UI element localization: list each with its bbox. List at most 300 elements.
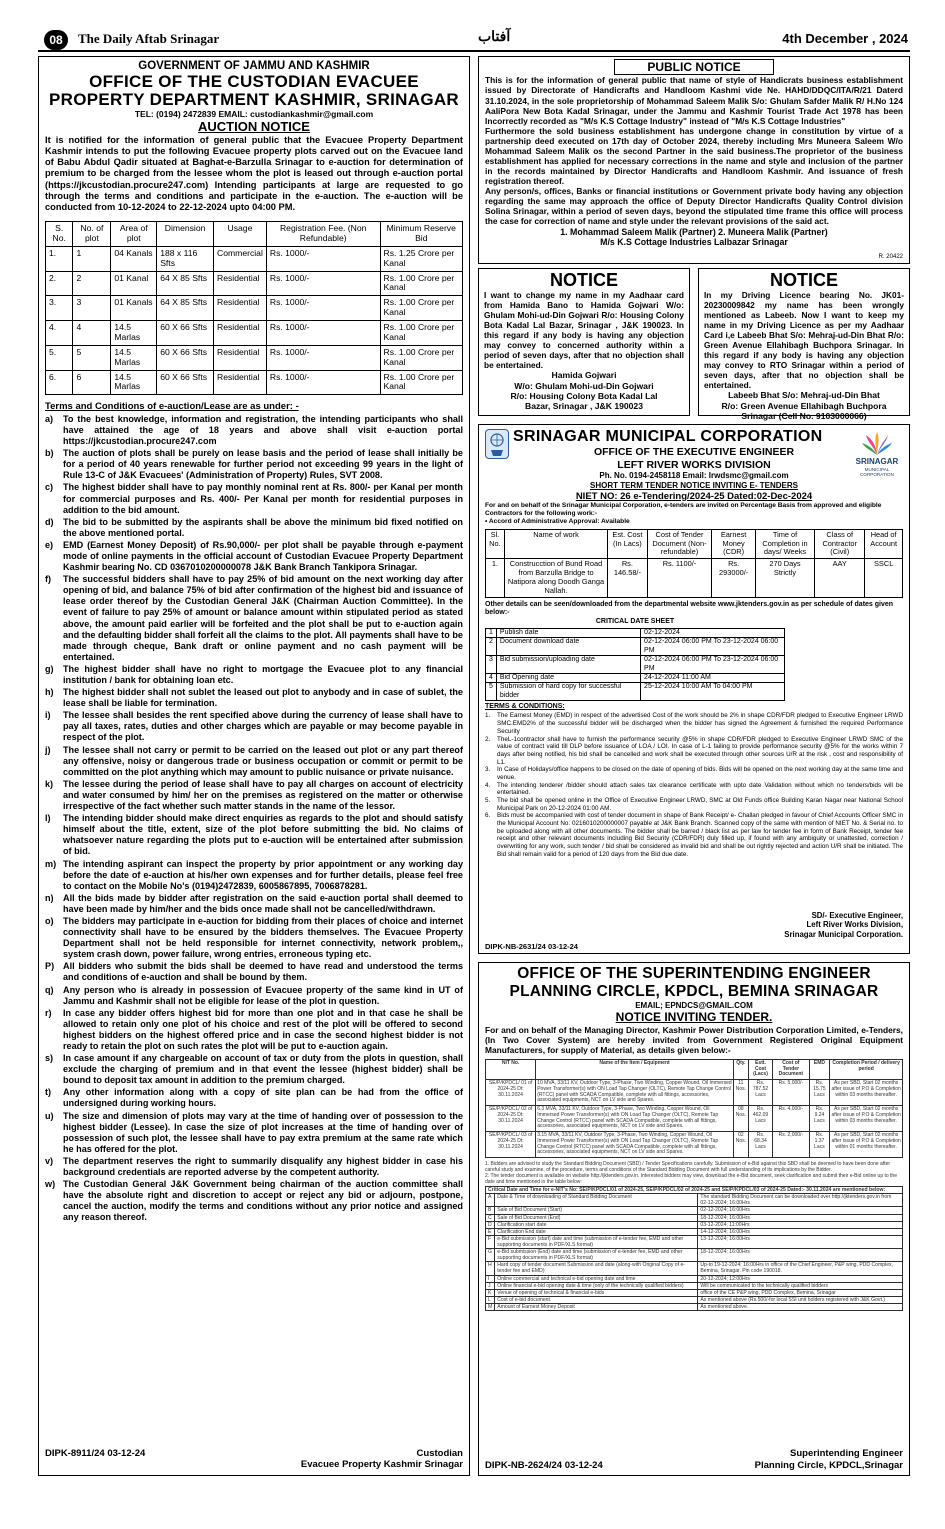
term-letter: n) bbox=[45, 892, 54, 903]
term-text: TheL-1contractor shall have to furnish the performance security @5% in shape CDR/FDR pledged to Executive Engineer LRWD SMC of the value of contract valid till DLP before issuance of LOA / LOI. In case of L-1 failing to provide performance security @5% for the works within 7 days after being notified, his bid shall be cancelled and work shall be executed through other sources U/R at the risk , cost and responsibility of L1. bbox=[497, 735, 903, 766]
table-cell: As mentioned above. bbox=[698, 1303, 903, 1310]
term-letter: b) bbox=[45, 448, 54, 459]
column-header: Name of the Item / Equipment bbox=[536, 1059, 734, 1079]
term-text: In case any bidder offers highest bid for more than one plot and in that case he shall be allowed to retain only one plot of his choice and rest of the plot will be offered to second highest bidders on the highest offered price and in case the second highest bidder is not ready to retain the plot on such rates the plot will be put to e-auction again. bbox=[63, 1007, 463, 1051]
column-header: NIT No. bbox=[486, 1059, 536, 1079]
auction-intro: It is notified for the information of general public that the Evacuee Property Department Kashmir intends to put the following Evacuee property plots carved out on the Evacuee land of Babu Abdul Qadir situated at Baghat-e-Barzulla Srinagar to e-auction for determination of premium to be charged from the lessee whom the plot is leased out through e-auction portal (https://jkcustodian.procure247.com) Intending participants at large are requested to go through the terms and conditions and participate in the e-auction. The e-auction will be conducted from 10-12-2024 to 22-12-2024 upto 04:00 PM. bbox=[45, 134, 463, 212]
table-cell: 01 Kanals bbox=[111, 296, 157, 321]
table-cell: 1 bbox=[486, 628, 497, 637]
table-cell: Publish date bbox=[496, 628, 640, 637]
table-cell: SE/P/KPDCL/ 03 of 2024-25 Dt: 30.11.2024 bbox=[486, 1132, 536, 1158]
table-cell: 3 bbox=[73, 296, 111, 321]
table-row bbox=[46, 370, 463, 395]
table-row bbox=[486, 1303, 903, 1310]
table-cell: Rs. 293000/- bbox=[712, 559, 756, 598]
table-cell: e-Bid submission (start) date and time (submission of e-tender fee, EMD and other supporting documents in PDF/XLS format) bbox=[495, 1235, 698, 1248]
table-cell: 18-12-2024; 16:00Hrs bbox=[698, 1214, 903, 1221]
table-row bbox=[486, 1221, 903, 1228]
term-item bbox=[485, 736, 903, 767]
term-text: The intending tenderer /bidder should attach sales tax clearance certificate with upto date Validation without which no tenders/bids will be entertained. bbox=[497, 781, 903, 797]
term-text: The auction of plots shall be purely on lease basis and the period of lease shall initially be for a period of 40 years renewable for further period not exceeding 99 years in the light of Rule 13-C of J&K Evacuees' (Administration of Property) Rules, SVT 2008. bbox=[63, 448, 463, 481]
smc-office: OFFICE OF THE EXECUTIVE ENGINEER bbox=[593, 446, 795, 459]
term-text: The bidders may participate in e-auction for bidding from their places of choice and internet connectivity shall have to be ensured by the bidders themselves. The Evacuee Property Department shall not be held responsible for internet connectivity, network problem,, system crash down, power failure, wrong entries, erroneous typing etc. bbox=[63, 915, 463, 960]
smc-contact: Ph. No. 0194-2458118 Email: lrwdsmc@gmail.com bbox=[599, 471, 789, 481]
term-text: EMD (Earnest Money Deposit) of Rs.90,000/- per plot shall be payable through e-payment mode of online payments in the official account of Custodian Evacuee Property Department Kashmir bearing No. CD 0367010200000078 J&K Bank Branch Tankipora Srinagar. bbox=[63, 539, 463, 573]
table-cell: C bbox=[486, 1214, 495, 1221]
table-cell: Amount of Earnest Money Deposit bbox=[495, 1303, 698, 1310]
smc-terms-list bbox=[485, 712, 903, 858]
term-letter: j) bbox=[45, 744, 51, 755]
term-number: 4. bbox=[485, 781, 491, 789]
column-header: Registration Fee. (Non Refundable) bbox=[266, 222, 380, 247]
table-cell: Rs. 462.09 Lacs bbox=[748, 1106, 772, 1132]
table-cell: SSCL bbox=[865, 559, 903, 598]
table-cell: Rs. 9.24 Lacs bbox=[809, 1106, 830, 1132]
term-item bbox=[45, 1111, 463, 1155]
table-row bbox=[486, 1275, 903, 1282]
term-item bbox=[45, 1156, 463, 1178]
table-row bbox=[46, 271, 463, 296]
column-header: Dimension bbox=[157, 222, 214, 247]
critical-date-table bbox=[485, 1186, 903, 1311]
dipk-ref: DIPK-8911/24 03-12-24 bbox=[45, 1447, 146, 1459]
term-letter: u) bbox=[45, 1110, 54, 1121]
column-header: EMD bbox=[809, 1059, 830, 1079]
terms-title: Terms and Conditions of e-auction/Lease are as under: - bbox=[45, 401, 299, 413]
kpdcl-office-line2: PLANNING CIRCLE, KPDCL, BEMINA SRINAGAR bbox=[509, 982, 879, 1000]
notice-signer-line2: W/o: Ghulam Mohi-ud-Din Gojwari bbox=[514, 380, 654, 391]
table-cell: Rs. 1000/- bbox=[266, 370, 380, 395]
table-row bbox=[486, 656, 785, 674]
table-cell: 25-12-2024 10:00 AM To 04:00 PM bbox=[641, 683, 785, 701]
brand-subtext: MUNICIPAL CORPORATION bbox=[860, 466, 894, 478]
term-text: The successful bidders shall have to pay 25% of bid amount on the next working day after opening of bid, and balance 75% of bid after confirmation of the highest bid and issuance of lease order thereof by the Custodian General J&K (Chairman Auction Committee). In the event of failure to pay 25% of amount or balance amount within stipulated period as stated above, the amount paid earlier will be forfeited and the plot shall be put to e-auction again and the defaulting bidder shall forfeit all the claims to the plot. All payments shall have to be made through cheque, Bank draft or online payment and no cash payment will be entertained. bbox=[63, 574, 463, 662]
sign-custodian: Custodian bbox=[416, 1447, 463, 1459]
dipk-ref: DIPK-NB-2624/24 03-12-24 bbox=[485, 1459, 603, 1471]
table-cell: Rs. 1100/- bbox=[647, 559, 712, 598]
table-cell: 02-12-2024; 16:00Hrs bbox=[698, 1207, 903, 1214]
table-cell: G bbox=[486, 1249, 495, 1262]
office-title-line2: PROPERTY DEPARTMENT KASHMIR, SRINAGAR bbox=[49, 89, 459, 109]
table-cell: Rs. 1000/- bbox=[266, 296, 380, 321]
sign-line1: Superintending Engineer bbox=[790, 1448, 903, 1460]
notice-signer-name: Hamida Gojwari bbox=[551, 370, 617, 381]
jk-emblem-icon bbox=[485, 429, 509, 459]
table-cell: Residential bbox=[214, 271, 267, 296]
table-cell: 6. bbox=[46, 370, 73, 395]
term-item bbox=[45, 664, 463, 686]
table-cell: Rs. 1.00 Crore per Kanal bbox=[380, 296, 462, 321]
table-cell: Rs. 1.25 Crore per Kanal bbox=[380, 246, 462, 271]
table-cell: 02-12-2024 bbox=[641, 628, 785, 637]
column-header: Time of Completion in days/ Weeks bbox=[755, 529, 814, 559]
public-notice bbox=[478, 56, 910, 264]
custodian-footer bbox=[45, 1448, 463, 1471]
sign-office: Evacuee Property Kashmir Srinagar bbox=[300, 1459, 463, 1471]
table-cell: SE/P/KPDCL/ 01 of 2024-25 Dt: 30.11.2024 bbox=[486, 1080, 536, 1106]
table-cell: 2. bbox=[46, 271, 73, 296]
table-cell: Rs. 1000/- bbox=[266, 345, 380, 370]
notice-signer-line4: Bazar, Srinagar , J&K 190023 bbox=[525, 401, 643, 412]
term-text: The department reserves the right to summarily disqualify any highest bidder in case his background credentials are reported adverse by the competent authority. bbox=[63, 1155, 463, 1178]
term-item bbox=[45, 687, 463, 709]
table-cell: Sale of Bid Document (End) bbox=[495, 1214, 698, 1221]
term-text: The highest bidder shall have no right to mortgage the Evacuee plot to any financial institution / bank for obtaining loan etc. bbox=[63, 663, 463, 685]
term-item bbox=[45, 985, 463, 1007]
gov-heading: GOVERNMENT OF JAMMU AND KASHMIR bbox=[138, 60, 370, 72]
term-item bbox=[45, 813, 463, 857]
table-cell: 60 X 66 Sfts bbox=[157, 345, 214, 370]
table-row bbox=[46, 321, 463, 346]
smc-terms-title: TERMS & CONDITIONS: bbox=[485, 703, 565, 711]
smc-name: SRINAGAR MUNICIPAL CORPORATION bbox=[513, 428, 823, 445]
smc-brand-logo bbox=[851, 431, 903, 478]
term-item bbox=[45, 1179, 463, 1223]
column-header: No. of plot bbox=[73, 222, 111, 247]
term-item bbox=[45, 517, 463, 539]
term-text: In case amount if any chargeable on account of tax or duty from the plots in question, shall exclude the charging of premium and in that event the lessee (highest bidder) shall be bound to deposit tax amount in addition to the premium charged. bbox=[63, 1053, 463, 1086]
table-cell: Sale of Bid Document (Start) bbox=[495, 1207, 698, 1214]
kpdcl-tender-notice bbox=[478, 962, 910, 1476]
table-cell: 60 X 66 Sfts bbox=[157, 370, 214, 395]
table-cell: D bbox=[486, 1221, 495, 1228]
table-row bbox=[486, 1228, 903, 1235]
table-cell: Up-to 19-12-2024; 16:00Hrs in office of the Chief Engineer, P&P wing, PDD Complex, Bemina, Srinagar. Pin code 190018. bbox=[698, 1262, 903, 1275]
public-notice-title: PUBLIC NOTICE bbox=[614, 59, 774, 75]
sign-line3: Srinagar Municipal Corporation. bbox=[784, 929, 903, 939]
table-cell: Rs. 1000/- bbox=[266, 246, 380, 271]
kpdcl-nit-title: NOTICE INVITING TENDER. bbox=[615, 1010, 773, 1025]
dipk-ref: DIPK-NB-2631/24 03-12-24 bbox=[485, 942, 578, 951]
table-cell: 64 X 85 Sfts bbox=[157, 296, 214, 321]
column-header: Sl. No. bbox=[486, 529, 505, 559]
table-row bbox=[486, 559, 903, 598]
term-item bbox=[45, 448, 463, 481]
column-header: Earnest Money (CDR) bbox=[712, 529, 756, 559]
table-cell: 6 bbox=[73, 370, 111, 395]
table-cell: 18-12-2024; 16:00Hrs bbox=[698, 1249, 903, 1262]
kpdcl-signature bbox=[755, 1448, 903, 1471]
contact-line: TEL: (0194) 2472839 EMAIL: custodiankashmir@gmail.com bbox=[134, 108, 374, 119]
term-item bbox=[45, 779, 463, 812]
term-letter: o) bbox=[45, 915, 54, 926]
kpdcl-intro: For and on behalf of the Managing Director, Kashmir Power Distribution Corporation Limited, e-Tenders, (In Two Cover System) are hereby invited from Government Registered Original Equipment Manufacturers, for supply of Material, as details given below:- bbox=[485, 1024, 903, 1055]
page-number: 08 bbox=[44, 30, 68, 50]
table-row bbox=[486, 1262, 903, 1275]
term-letter: e) bbox=[45, 539, 54, 550]
table-cell: Rs. 1.00 Crore per Kanal bbox=[380, 321, 462, 346]
table-cell: Rs. 4,000/- bbox=[773, 1106, 809, 1132]
firm-line: M/s K.S Cottage Industries Lalbazar Srinagar bbox=[600, 237, 788, 248]
table-cell: M bbox=[486, 1303, 495, 1310]
table-cell: 14.5 Marlas bbox=[111, 370, 157, 395]
term-number: 1. bbox=[485, 712, 491, 720]
smc-tender-notice bbox=[478, 424, 910, 954]
term-text: The lessee shall besides the rent specified above during the currency of lease shall have to pay all taxes, rates, duties and other charges which are payable or may become payable in respect of the plot. bbox=[63, 710, 463, 743]
table-cell: H bbox=[486, 1262, 495, 1275]
kpdcl-notes bbox=[485, 1161, 903, 1185]
table-cell: Rs. 15.75 Lacs bbox=[809, 1080, 830, 1106]
table-cell: E bbox=[486, 1228, 495, 1235]
table-cell: Date & Time of downloading of Standard Bidding Document bbox=[495, 1194, 698, 1207]
newspaper-header bbox=[38, 28, 910, 52]
newspaper-logo: آفتاب bbox=[478, 28, 511, 44]
table-cell: 4 bbox=[486, 673, 497, 682]
term-letter: f) bbox=[45, 574, 52, 585]
notice-title: NOTICE bbox=[769, 270, 838, 290]
table-cell: AAY bbox=[815, 559, 865, 598]
table-cell: 08 Nos. bbox=[733, 1106, 748, 1132]
table-cell: 6.3 MVA, 33/11 KV, Outdoor Type, 3-Phase, Two Winding, Copper Wound, Oil Immersed Power Transformer(s) with ON Load Tap Changer (OLTC), Remote Tap Change Control (RTCC) panel with SCADA Compatible, complete with all fittings, accessories, associated equipments, NCT on LV side and Spares. bbox=[536, 1106, 734, 1132]
smc-niet: NIET NO: 26 e-Tendering/2024-25 Dated:02-Dec-2024 bbox=[575, 490, 813, 502]
issue-date: 4th December , 2024 bbox=[782, 31, 908, 46]
term-letter: i) bbox=[45, 710, 51, 721]
notice-name-change-aadhaar bbox=[478, 268, 690, 416]
table-cell: Will be communicated to the technically qualified bidders bbox=[698, 1282, 903, 1289]
term-number: 2. bbox=[485, 735, 491, 743]
term-text: The lessee during the period of lease shall have to pay all charges on account of electricity and water consumed by him/ her on the premises as registered on the matter or otherwise irrespective of the fact whether such matter stands in the name of the lessor. bbox=[63, 778, 463, 812]
table-cell: Rs. 1.37 Lacs bbox=[809, 1132, 830, 1158]
term-letter: l) bbox=[45, 813, 51, 824]
notice-signer-line1: Labeeb Bhat S/o: Mehraj-ud-Din Bhat bbox=[728, 390, 880, 401]
term-letter: g) bbox=[45, 663, 54, 674]
term-text: All the bids made by bidder after registration on the said e-auction portal shall deemed to have been made by him/her and the bids once made shall not be cancelled/withdrawn. bbox=[63, 892, 463, 914]
newspaper-name: The Daily Aftab Srinagar bbox=[78, 31, 220, 46]
partners-line: 1. Mohammad Saleem Malik (Partner) 2. Muneera Malik (Partner) bbox=[560, 226, 828, 237]
table-cell: I bbox=[486, 1275, 495, 1282]
smc-intro: For and on behalf of the Srinagar Municipal Corporation, e-tenders are invited on Percentage Basis from approved and eligible Contractors for the following work:- bbox=[485, 501, 882, 517]
column-header: Class of Contractor (Civil) bbox=[815, 529, 865, 559]
table-cell: 10 MVA, 33/11 KV, Outdoor Type, 3-Phase, Two Winding, Copper Wound, Oil Immersed Power Transformer(s) with ON Load Tap Changer (OLTC), Remote Tap Change Control (RTCC) panel with SCADA Compatible, complete with all fittings, accessories, associated equipments, NCT on LV side and Spares. bbox=[536, 1080, 734, 1106]
term-item bbox=[485, 766, 903, 781]
term-letter: q) bbox=[45, 984, 54, 995]
column-header: Estt. Cost (Lacs) bbox=[748, 1059, 772, 1079]
sign-line2: Planning Circle, KPDCL,Srinagar bbox=[754, 1459, 903, 1471]
table-cell: 3.15 MVA, 33/11 KV, Outdoor Type, 3-Phase, Two Winding, Copper Wound, Oil Immersed Power Transformer(s) with ON Load Tap Changer (OLTC), Remote Tap Change Control (RTCC) panel with SCADA Compatible, complete with all fittings, accessories, associated equipments, NCT on LV side and Spares. bbox=[536, 1132, 734, 1158]
notice-name-change-licence bbox=[698, 268, 910, 421]
kpdcl-email: EMAIL; EPNDCS@GMAIL.COM bbox=[635, 1000, 753, 1010]
scanned-tender-table bbox=[485, 1059, 903, 1311]
table-cell: 14-12-2024; 16:00Hrs bbox=[698, 1228, 903, 1235]
table-row bbox=[486, 673, 785, 682]
term-item bbox=[485, 797, 903, 812]
table-cell: 5 bbox=[73, 345, 111, 370]
table-cell: 64 X 85 Sfts bbox=[157, 271, 214, 296]
critical-date-title: CRITICAL DATE SHEET bbox=[595, 617, 675, 625]
table-row bbox=[486, 1207, 903, 1214]
table-row bbox=[486, 1235, 903, 1248]
table-cell: 4 bbox=[73, 321, 111, 346]
table-cell: 11 Nos. bbox=[733, 1080, 748, 1106]
term-text: Any person who is already in possession of Evacuee property of the same kind in UT of Jammu and Kashmir shall not be eligible for lease of the plot in question. bbox=[63, 984, 463, 1006]
term-letter: w) bbox=[45, 1179, 56, 1190]
ref-number: R. 20422 bbox=[878, 253, 903, 260]
table-cell: Residential bbox=[214, 370, 267, 395]
kpdcl-office-line1: OFFICE OF THE SUPERINTENDING ENGINEER bbox=[517, 965, 871, 982]
table-cell: 14.5 Marlas bbox=[111, 321, 157, 346]
table-cell: 2 bbox=[486, 638, 497, 656]
term-text: The intending aspirant can inspect the property by prior appointment or any working day before the date of e-auction at his/her own expenses and for further details, please feel free to contact on the Mobile No's (0194)2472839, 6005867895, 7006878281. bbox=[63, 858, 463, 891]
notice-signer-line2: R/o: Green Avenue Ellahibagh Buchpora bbox=[721, 400, 887, 411]
table-cell: As per SBD, Start 02 months after issue of P.O & Completion within 03 months thereafter. bbox=[830, 1106, 903, 1132]
note-2: 2. The tender document is available on website http://jktenders.gov.in. Interested bidders may view, download the e-Bid document, seek clarification and submit their e-Bid online up to the date and time mentioned in the table below: bbox=[485, 1173, 897, 1186]
table-row bbox=[486, 1249, 903, 1262]
table-cell: Rs. 5,000/- bbox=[773, 1080, 809, 1106]
table-cell: Rs. 1.00 Crore per Kanal bbox=[380, 370, 462, 395]
signature-block bbox=[301, 1448, 463, 1471]
term-letter: d) bbox=[45, 516, 54, 527]
table-cell: Rs. 787.52 Lacs bbox=[748, 1080, 772, 1106]
table-cell: A bbox=[486, 1194, 495, 1207]
term-letter: h) bbox=[45, 687, 54, 698]
term-number: 6. bbox=[485, 812, 491, 820]
table-cell: 1 bbox=[73, 246, 111, 271]
critical-date-title: Critical Date and Time for e-NIT's No: SE/P/KPDCL/01 of 2024-25, SE/P/KPDCL/02 of 2024-25 and SE/P/KPDCL/03 of 2024-25 Dated:- 30.11.2024 are mentioned below: bbox=[486, 1187, 903, 1194]
term-letter: v) bbox=[45, 1155, 54, 1166]
table-cell: Rs. 146.58/- bbox=[608, 559, 647, 598]
public-notice-p3: Any person/s, offices, Banks or financial institutions or Government private body having any objection regarding the same may approach the office of Deputy Director Handicrafts Quality Control division Solina Srinagar, within a period of seven days, beyond the stipulated time frame this office will process the case for correction of name and style under the relevant provisions of the said act. bbox=[485, 186, 903, 227]
term-item bbox=[45, 916, 463, 960]
public-notice-p1: This is for the information of general public that name of style of Handicrats business establishment issued by Directorate of Handicrafts and Handloom Kashmi vide Ne. HAHD/DDQC/ITA/R/21 Daterd 31.10.2024, in the sole proprietorship of Mohammad Saleem Malik S/o: Ghulam Safder Malik R/ H.No 124 AaliPora New Bota Kadal Srinagar, under the Jammu and Kashmir Tourist Trade Act 1978 has been Incorrectly recorded as "M/s K.S Cottage Industry" instead of "M/s K.S Cottage Industries" bbox=[485, 75, 903, 126]
works-table bbox=[485, 529, 903, 598]
table-cell: Rs. 1000/- bbox=[266, 271, 380, 296]
sign-line2: Left River Works Division, bbox=[806, 920, 903, 930]
table-cell: Rs. 1000/- bbox=[266, 321, 380, 346]
table-cell: 5 bbox=[486, 683, 497, 701]
term-item bbox=[45, 745, 463, 778]
items-table bbox=[485, 1059, 903, 1158]
term-item bbox=[45, 1087, 463, 1109]
table-cell: 4. bbox=[46, 321, 73, 346]
table-cell: 1. bbox=[486, 559, 505, 598]
table-cell: Venue of opening of technical & financial e-bids bbox=[495, 1289, 698, 1296]
table-cell: As per SBD, Start 02 months after issue of P.O & Completion within 03 months thereafter. bbox=[830, 1080, 903, 1106]
table-cell: Online commercial and technical e-bid opening date and time bbox=[495, 1275, 698, 1282]
term-text: The highest bidder shall have to pay monthly nominal rent at Rs. 800/- per Kanal per month for commercial purposes and Rs. 400/- Per Kanal per month for residential purposes in addition to the bid amount. bbox=[63, 482, 463, 515]
table-row bbox=[486, 1282, 903, 1289]
table-cell: F bbox=[486, 1235, 495, 1248]
critical-date-table bbox=[485, 628, 785, 701]
auction-notice-title: AUCTION NOTICE bbox=[198, 119, 310, 135]
term-text: The Earnest Money (EMD) in respect of the advertised Cost of the work should be 2% in shape CDR/FDR pledged to Executive Engineer LRWD SMC.EMD2% of the successful bidder will be discharged when the bidder has signed the Agreement & furnished the required Performance Security bbox=[497, 712, 903, 735]
term-text: The highest bidder shall not sublet the leased out plot to anybody and in case of sublet, the lease shall be liable for termination. bbox=[63, 687, 463, 709]
notice-signer-line3: Srinagar (Cell No. 9103000066) bbox=[741, 410, 867, 421]
term-letter: r) bbox=[45, 1007, 52, 1018]
term-item bbox=[45, 574, 463, 663]
notice-signer-line3: R/o: Housing Colony Bota Kadal Lal bbox=[510, 390, 658, 401]
term-item bbox=[45, 961, 463, 983]
terms-list bbox=[45, 414, 463, 1224]
term-item bbox=[45, 859, 463, 892]
table-row bbox=[46, 345, 463, 370]
table-cell: Residential bbox=[214, 321, 267, 346]
term-letter: k) bbox=[45, 778, 54, 789]
term-text: The lessee shall not carry or permit to be carried on the leased out plot or any part thereof any offensive, noisy or dangerous trade or business occupation or commit or permit to be committed on the plot anything which may amount to public nuisance or private nuisance. bbox=[63, 744, 463, 777]
term-item bbox=[485, 812, 903, 858]
term-text: All bidders who submit the bids shall be deemed to have read and understood the terms and conditions of e-auction and shall be bound by them. bbox=[63, 961, 463, 983]
column-header: Usage bbox=[214, 222, 267, 247]
table-cell: 2 bbox=[73, 271, 111, 296]
table-cell: 1. bbox=[46, 246, 73, 271]
table-row bbox=[486, 628, 785, 637]
term-item bbox=[45, 1008, 463, 1052]
table-cell: Rs. 1.00 Crore per Kanal bbox=[380, 345, 462, 370]
custodian-auction-notice bbox=[38, 56, 470, 1476]
note-1: 1. Bidders are advised to study the Standard Bidding Document (SBD) / Tender Specifications carefully. Submission of e-Bid against this SBD shall be deemed to have been done after careful study and examine, of the procedure, terms and conditions of the Standard Bidding Document with full understanding of its implications by the Bidder. bbox=[485, 1161, 891, 1174]
table-cell: Bid submission/uploading date bbox=[496, 656, 640, 674]
office-title-line1: OFFICE OF THE CUSTODIAN EVACUEE bbox=[89, 72, 419, 92]
term-letter: P) bbox=[45, 961, 55, 972]
term-item bbox=[45, 482, 463, 515]
table-cell: Residential bbox=[214, 296, 267, 321]
term-letter: t) bbox=[45, 1087, 52, 1098]
table-cell: 02-12-2024 06:00 PM To 23-12-2024 06:00 PM bbox=[641, 656, 785, 674]
smc-accord: • Accord of Administrative Approval: Available bbox=[485, 517, 630, 525]
column-header: S. No. bbox=[46, 222, 73, 247]
term-text: The Custodian General J&K Government being chairman of the auction committee shall have the absolute right and discretion to accept or reject any bid or adjourn, postpone, cancel the auction, modify the terms and conditions without any prior notice and assigned any reason thereof. bbox=[63, 1179, 463, 1223]
table-cell: 24-12-2024 11:00 AM bbox=[641, 673, 785, 682]
table-cell: 02 Nos. bbox=[733, 1132, 748, 1158]
column-header: Completion Period / delivery period bbox=[830, 1059, 903, 1079]
term-text: Bids must be accompanied with cost of tender document in shape of Bank Receipt/ e- Challan pledged in favour of Chief Accounts Officer SMC in the Municipal Account No: 0216010200000007 payable at J&K Bank Branch. Scanned copy of the same with mention of NIET No. & Serial no. to be uploaded along with all other documents. The bidder shall be barred / black list as per law for tender fee in form of Bank Receipt, tender fee receipt and other relevant documents including Bid Security (CDR/FDR) duly filled up, if found with any ambiguity or unattested, correction / overwriting for any work, such tender / bid shall be considered as invalid bid and shall be out rightly rejected and action U/R shall be initiated. The Bid shall remain valid for a period of 120 days from the Bid due date. bbox=[497, 812, 903, 858]
table-cell: Construcction of Bund Road from Barzulla Bridge to Natipora along Doodh Ganga Nallah. bbox=[504, 559, 607, 598]
term-text: To the best knowledge, information and registration, the intending participants who shall have attained the age of 18 years and above shall visit e-auction portal https://jkcustodian.procure247.com bbox=[63, 413, 463, 447]
notice-body: In my Driving Licence bearing No. JK01-20230009842 my name has been wrongly mentioned as Labeeb. Now I want to keep my name in my Driving Licence as per my Aadhaar Card i,e Labeeb Bhat S/o: Mehraj-ud-Din Bhat R/o: Green Avenue Ellahibagh Buchpora Srinagar. In this regard if any body is having any objection may convey to RTO Srinagar within a period of seven days, after that no objection shall be entertained. bbox=[704, 289, 904, 391]
table-row bbox=[486, 683, 785, 701]
term-item bbox=[45, 540, 463, 573]
term-letter: c) bbox=[45, 482, 54, 493]
table-cell: Clarification start date bbox=[495, 1221, 698, 1228]
table-row bbox=[486, 1214, 903, 1221]
table-row bbox=[486, 1296, 903, 1303]
term-text: The bid to be submitted by the aspirants shall be above the minimum bid fixed notified on the above mentioned portal. bbox=[63, 516, 463, 538]
term-text: In Case of Holidays/office happens to be closed on the date of opening of bids. Bids will be opened on the next working day at the same time and venue. bbox=[497, 766, 903, 781]
term-text: The intending bidder should make direct enquiries as regards to the plot and should satisfy himself about the title, extent, size of the plot before submitting the bid. No claims of whatsoever nature regarding the plots put to e-auction will be entertained after submission of bid. bbox=[63, 813, 463, 857]
table-cell: As mentioned above (Rs.500/-for local SSI unit holders registered with J&K Govt.) bbox=[698, 1296, 903, 1303]
table-row bbox=[486, 1080, 903, 1106]
table-cell: Document download date bbox=[496, 638, 640, 656]
column-header: Qty. bbox=[733, 1059, 748, 1079]
column-header: Area of plot bbox=[111, 222, 157, 247]
column-header: Cost of Tender Document bbox=[773, 1059, 809, 1079]
smc-short-tender: SHORT TERM TENDER NOTICE INVITING E- TENDERS bbox=[589, 480, 798, 490]
table-cell: Rs. 2,000/- bbox=[773, 1132, 809, 1158]
term-item bbox=[45, 414, 463, 447]
sign-line1: SD/- Executive Engineer, bbox=[811, 910, 903, 920]
table-cell: K bbox=[486, 1289, 495, 1296]
term-text: The size and dimension of plots may vary at the time of handing over of possession to the highest bidder (Lessee). In case the size of plot increases at the time of handing over of possession of such plot, the lessee shall have to pay extra premium at the same rate which he has offered for the plot. bbox=[63, 1110, 463, 1154]
table-row bbox=[46, 296, 463, 321]
term-item bbox=[45, 710, 463, 743]
table-cell: J bbox=[486, 1282, 495, 1289]
smc-other-details: Other details can be seen/downloaded from the departmental website www.jktenders.gov.in as per schedule of dates given below:- bbox=[485, 600, 894, 617]
smc-division: LEFT RIVER WORKS DIVISION bbox=[617, 458, 771, 471]
term-item bbox=[485, 782, 903, 797]
term-text: The bid shall be opened online in the Office of Executive Engineer LRWD, SMC at Old Funds office Building Karan Nagar near National School Municipal Park on 20-12-2024 01:00 AM. bbox=[497, 796, 903, 812]
table-cell: Cost of e-bid document. bbox=[495, 1296, 698, 1303]
table-cell: Hard copy of tender document Submission and date (along-with Original Copy of e-tender fee and EMD) bbox=[495, 1262, 698, 1275]
table-row bbox=[46, 246, 463, 271]
column-header: Name of work bbox=[504, 529, 607, 559]
table-cell: 3 bbox=[486, 656, 497, 674]
table-cell: L bbox=[486, 1296, 495, 1303]
table-cell: e-Bid submission (End) date and time (submission of e-tender fee, EMD and other supporting documents in PDF/XLS format) bbox=[495, 1249, 698, 1262]
table-cell: 20-12-2024; 12:00Hrs bbox=[698, 1275, 903, 1282]
term-item bbox=[485, 712, 903, 735]
term-item bbox=[45, 893, 463, 915]
brand-text: SRINAGAR bbox=[855, 457, 899, 466]
table-cell: 14.5 Marlas bbox=[111, 345, 157, 370]
